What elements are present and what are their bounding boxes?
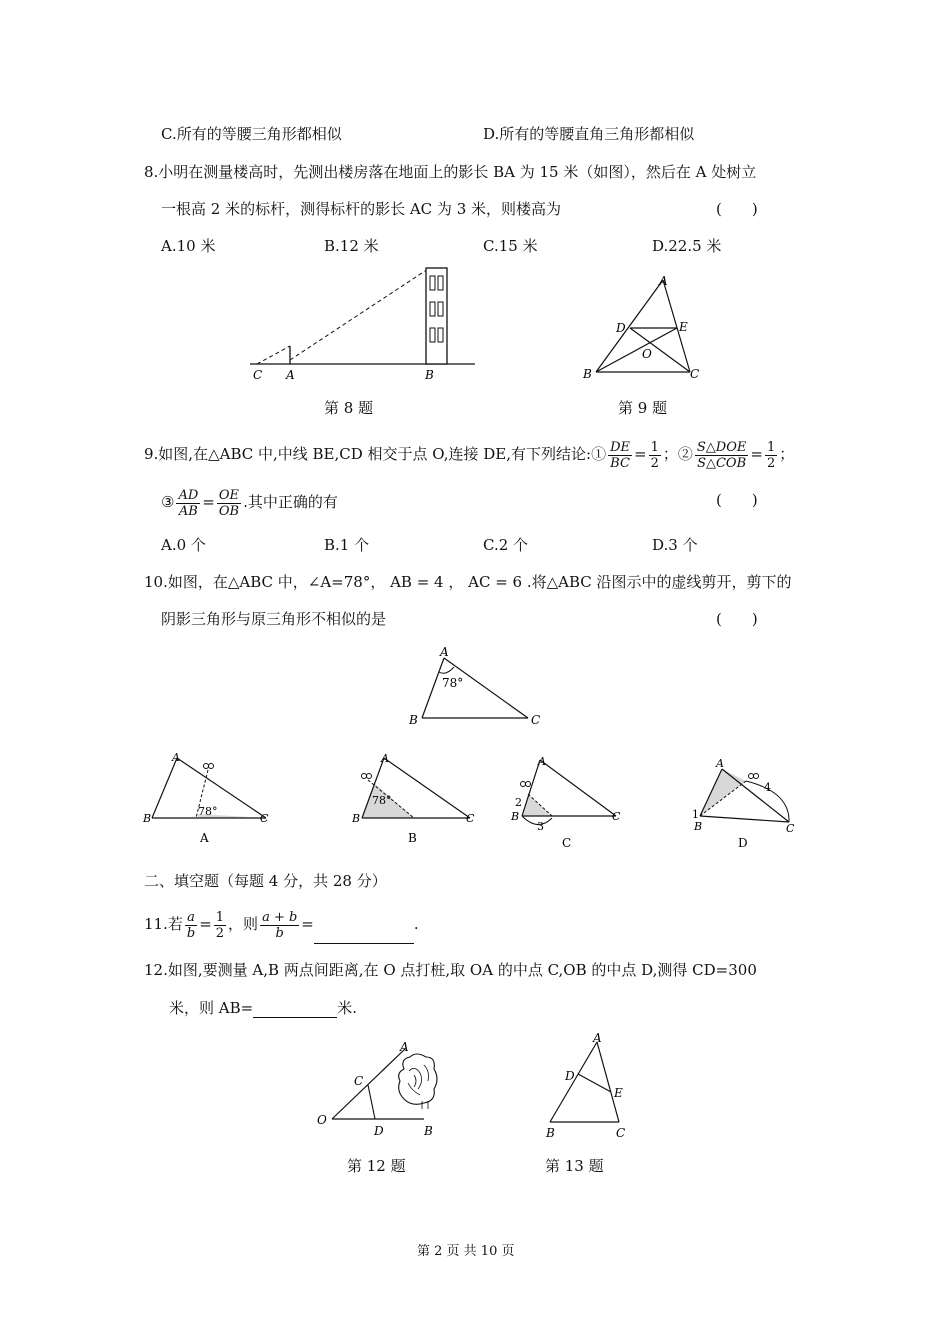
q10-c-label-b: B [511, 810, 520, 823]
q10-b-label-b: B [352, 812, 361, 825]
q7-option-c: C.所有的等腰三角形都相似 [161, 125, 342, 143]
q10-a-label-c: C [260, 812, 269, 825]
q10-d-label-a: A [716, 757, 724, 770]
q11-end: . [413, 915, 419, 933]
q12-line2b: 米. [337, 999, 357, 1017]
q13-label-b: B [546, 1126, 555, 1140]
q10-main-label-a: A [440, 645, 449, 659]
q13-label-e: E [614, 1086, 623, 1100]
q12-answer-blank[interactable] [253, 1001, 337, 1018]
q9-label-o: O [642, 347, 652, 361]
q12-label-b: B [424, 1124, 433, 1138]
q10-d-num-1: 1 [692, 808, 699, 821]
q11-prefix: 11.若 [144, 915, 183, 933]
q8-label-b: B [425, 368, 434, 382]
q7-option-d: D.所有的等腰直角三角形都相似 [483, 125, 695, 143]
q9-f3-num: AD [178, 487, 199, 503]
q10-d-name: D [738, 836, 748, 850]
q9-label-b: B [583, 367, 592, 381]
q10-stem-line1: 10.如图，在△ABC 中，∠A=78°， AB = 4 ， AC = 6 .将△ABC 沿图示中的虚线剪开，剪下的 [144, 573, 792, 591]
q8-stem-line2: 一根高 2 米的标杆，测得标杆的影长 AC 为 3 米，则楼高为 [161, 200, 562, 218]
q8-option-a: A.10 米 [161, 237, 216, 255]
q12-label-o: O [317, 1113, 327, 1127]
q12-label-a: A [400, 1040, 409, 1054]
q9-stem-line2: ③ $\frac{AD}{AB}$ = $\frac{OE}{OB}$ .其中正确的有 [161, 487, 338, 519]
q10-main-figure [400, 645, 550, 730]
q9-f4-den: OB [218, 503, 240, 519]
q9-half-den-2: 2 [766, 455, 776, 471]
q10-d-label-b: B [694, 820, 703, 833]
q10-main-label-b: B [409, 713, 418, 727]
q11-answer-blank[interactable] [314, 927, 414, 944]
q9-sep2: ；② [662, 445, 693, 463]
q9-label-d: D [616, 321, 626, 335]
q12-label-c: C [354, 1074, 364, 1088]
q9-intro: 9.如图,在△ABC 中,中线 BE,CD 相交于点 O,连接 DE,有下列结论:① [144, 445, 607, 463]
q9-option-d: D.3 个 [652, 536, 698, 554]
q12-stem-line2 [169, 998, 357, 1018]
q13-caption: 第 13 题 [545, 1157, 604, 1175]
q9-label-e: E [679, 320, 688, 334]
q11-f1-den: b [186, 925, 196, 941]
q10-option-b-figure [348, 748, 488, 848]
page-footer: 第 2 页 共 10 页 [417, 1244, 515, 1259]
q11-f3-num: a + b [262, 909, 298, 925]
q12-label-d: D [374, 1124, 384, 1138]
q10-a-name: A [200, 831, 209, 845]
q11-f1-num: a [185, 910, 197, 926]
q13-figure [538, 1030, 638, 1145]
q10-d-num-4: 4 [764, 781, 771, 794]
q10-main-angle: 78° [442, 676, 464, 690]
q8-stem-line1: 8.小明在测量楼高时，先测出楼房落在地面上的影长 BA 为 15 米（如图），然后在 A 处树立 [144, 163, 757, 181]
q8-label-c: C [253, 368, 263, 382]
q9-circle3: ③ [161, 493, 175, 511]
q9-f2-num: S△DOE [696, 439, 747, 455]
q10-b-label-a: A [381, 752, 389, 765]
q11-f2-num: 1 [215, 909, 225, 925]
q11-mid: ，则 [228, 915, 259, 933]
q8-caption: 第 8 题 [324, 399, 374, 417]
q12-line2a: 米，则 AB= [169, 999, 254, 1017]
q9-f4-num: OE [217, 488, 241, 504]
q10-answer-bracket: ( ) [716, 610, 758, 628]
q10-b-label-c: C [466, 812, 475, 825]
q11-stem [144, 904, 419, 944]
q9-half-den: 2 [650, 455, 659, 471]
q9-f2-den: S△COB [697, 455, 747, 471]
q9-label-c: C [690, 367, 700, 381]
q9-f1-num: DE [610, 439, 630, 455]
q9-option-c: C.2 个 [483, 536, 529, 554]
q9-semi: ； [779, 445, 795, 463]
q10-option-d-figure [686, 748, 816, 858]
q9-f1-den: BC [610, 455, 630, 471]
q9-figure [578, 272, 708, 384]
q8-option-b: B.12 米 [324, 237, 379, 255]
q10-a-label-b: B [143, 812, 152, 825]
q10-b-angle: 78° [372, 794, 392, 807]
q10-d-label-c: C [786, 822, 795, 835]
q9-half-num-2: 1 [766, 439, 776, 455]
q10-stem-line2: 阴影三角形与原三角形不相似的是 [161, 610, 387, 628]
q10-c-label-a: A [538, 755, 546, 768]
q11-f2-den: 2 [215, 925, 225, 941]
q10-c-num-3: 3 [537, 820, 544, 833]
q8-answer-bracket: ( ) [716, 200, 758, 218]
q10-b-name: B [408, 831, 417, 845]
q10-a-label-a: A [172, 751, 180, 764]
q10-c-name: C [562, 836, 572, 850]
q9-option-a: A.0 个 [161, 536, 206, 554]
q12-stem-line1: 12.如图,要测量 A,B 两点间距离,在 O 点打桩,取 OA 的中点 C,OB 的中点 D,测得 CD=300 [144, 961, 757, 979]
q8-figure [245, 262, 480, 387]
q9-label-a: A [659, 274, 668, 288]
q8-option-d: D.22.5 米 [652, 237, 722, 255]
q10-option-c-figure [508, 748, 648, 858]
q12-caption: 第 12 题 [347, 1157, 406, 1175]
q11-eq: = [199, 915, 212, 933]
q9-caption: 第 9 题 [618, 399, 668, 417]
q11-eq2: = [301, 915, 314, 933]
q9-f3-den: AB [178, 503, 198, 519]
q13-label-d: D [565, 1069, 575, 1083]
q9-tail: .其中正确的有 [243, 493, 338, 511]
q10-c-num-2: 2 [515, 796, 522, 809]
q9-option-b: B.1 个 [324, 536, 370, 554]
q8-option-c: C.15 米 [483, 237, 538, 255]
q10-a-angle: 78° [198, 805, 218, 818]
q11-f3-den: b [275, 925, 284, 941]
q12-figure [312, 1035, 462, 1145]
q8-label-a: A [286, 368, 295, 382]
q10-main-label-c: C [531, 713, 541, 727]
q9-stem-line1: 9.如图,在△ABC 中,中线 BE,CD 相交于点 O,连接 DE,有下列结论:① $\frac{DE}{BC}$ = $\frac{1}{2}$ ；② $\frac{\text{S△DOE}}{\text{S△COB}}$ = $\frac{1}{2}$ ； [144, 439, 795, 471]
q13-label-a: A [593, 1031, 602, 1045]
q10-option-a-figure [140, 748, 280, 848]
q10-c-label-c: C [612, 810, 621, 823]
q9-answer-bracket: ( ) [716, 491, 758, 509]
q9-half-num: 1 [650, 439, 659, 455]
section2-heading: 二、填空题（每题 4 分，共 28 分） [144, 872, 387, 890]
q13-label-c: C [616, 1126, 626, 1140]
